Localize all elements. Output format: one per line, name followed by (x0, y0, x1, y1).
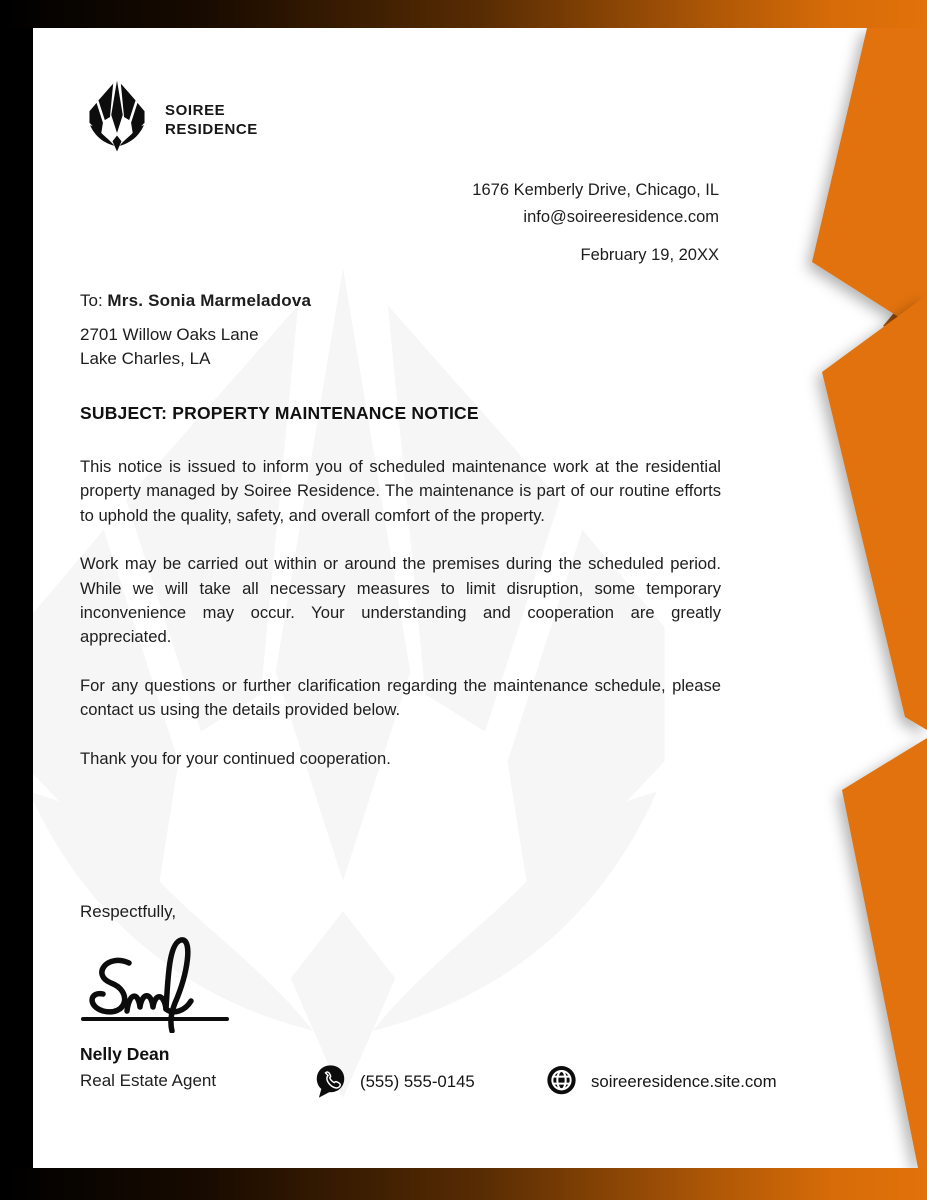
company-logo-icon (85, 78, 149, 154)
letter-page (33, 28, 927, 1168)
website-contact (545, 1064, 777, 1099)
sender-address: 1676 Kemberly Drive, Chicago, IL (472, 181, 719, 199)
company-name (165, 101, 258, 139)
body-paragraph-3: For any questions or further clarification regarding the maintenance schedule, please contact us using the details provided below. (80, 675, 721, 720)
subject-line: SUBJECT: PROPERTY MAINTENANCE NOTICE (80, 403, 479, 423)
phone-number: (555) 555-0145 (360, 1071, 475, 1091)
letter-body (80, 455, 721, 795)
recipient-line (80, 291, 311, 311)
website-url: soireeresidence.site.com (591, 1071, 777, 1091)
body-paragraph-2: Work may be carried out within or around the premises during the scheduled period. While we will take all necessary measures to limit disruption, some temporary inconvenience may occur. Your understanding and cooperation are greatly appreciated. (80, 554, 721, 647)
signature-image (75, 931, 240, 1033)
frame-top-gradient-bar (0, 0, 927, 28)
company-name-line2: RESIDENCE (165, 121, 258, 138)
company-name-line1: SOIREE (165, 102, 226, 119)
recipient-block (80, 291, 311, 370)
signer-name: Nelly Dean (80, 1044, 170, 1064)
body-paragraph-4: Thank you for your continued cooperation. (80, 748, 391, 768)
phone-contact (314, 1064, 475, 1099)
recipient-address-line1: 2701 Willow Oaks Lane (80, 325, 259, 344)
body-paragraph-1: This notice is issued to inform you of scheduled maintenance work at the residential property managed by Soiree Residence. The maintenance is part of our routine efforts to uphold the quality, safety, and overall comfort of the property. (80, 457, 721, 525)
valediction: Respectfully, (80, 902, 177, 921)
sender-block (472, 177, 719, 269)
to-prefix: To: (80, 291, 108, 310)
signer-title: Real Estate Agent (80, 1071, 217, 1090)
recipient-name: Mrs. Sonia Marmeladova (107, 291, 312, 310)
frame-bottom-gradient-bar (0, 1168, 927, 1200)
phone-bubble-icon (314, 1064, 347, 1099)
recipient-address-line2: Lake Charles, LA (80, 348, 211, 368)
globe-icon (545, 1064, 578, 1099)
letter-date: February 19, 20XX (580, 246, 719, 264)
sender-email: info@soireeresidence.com (523, 207, 719, 226)
